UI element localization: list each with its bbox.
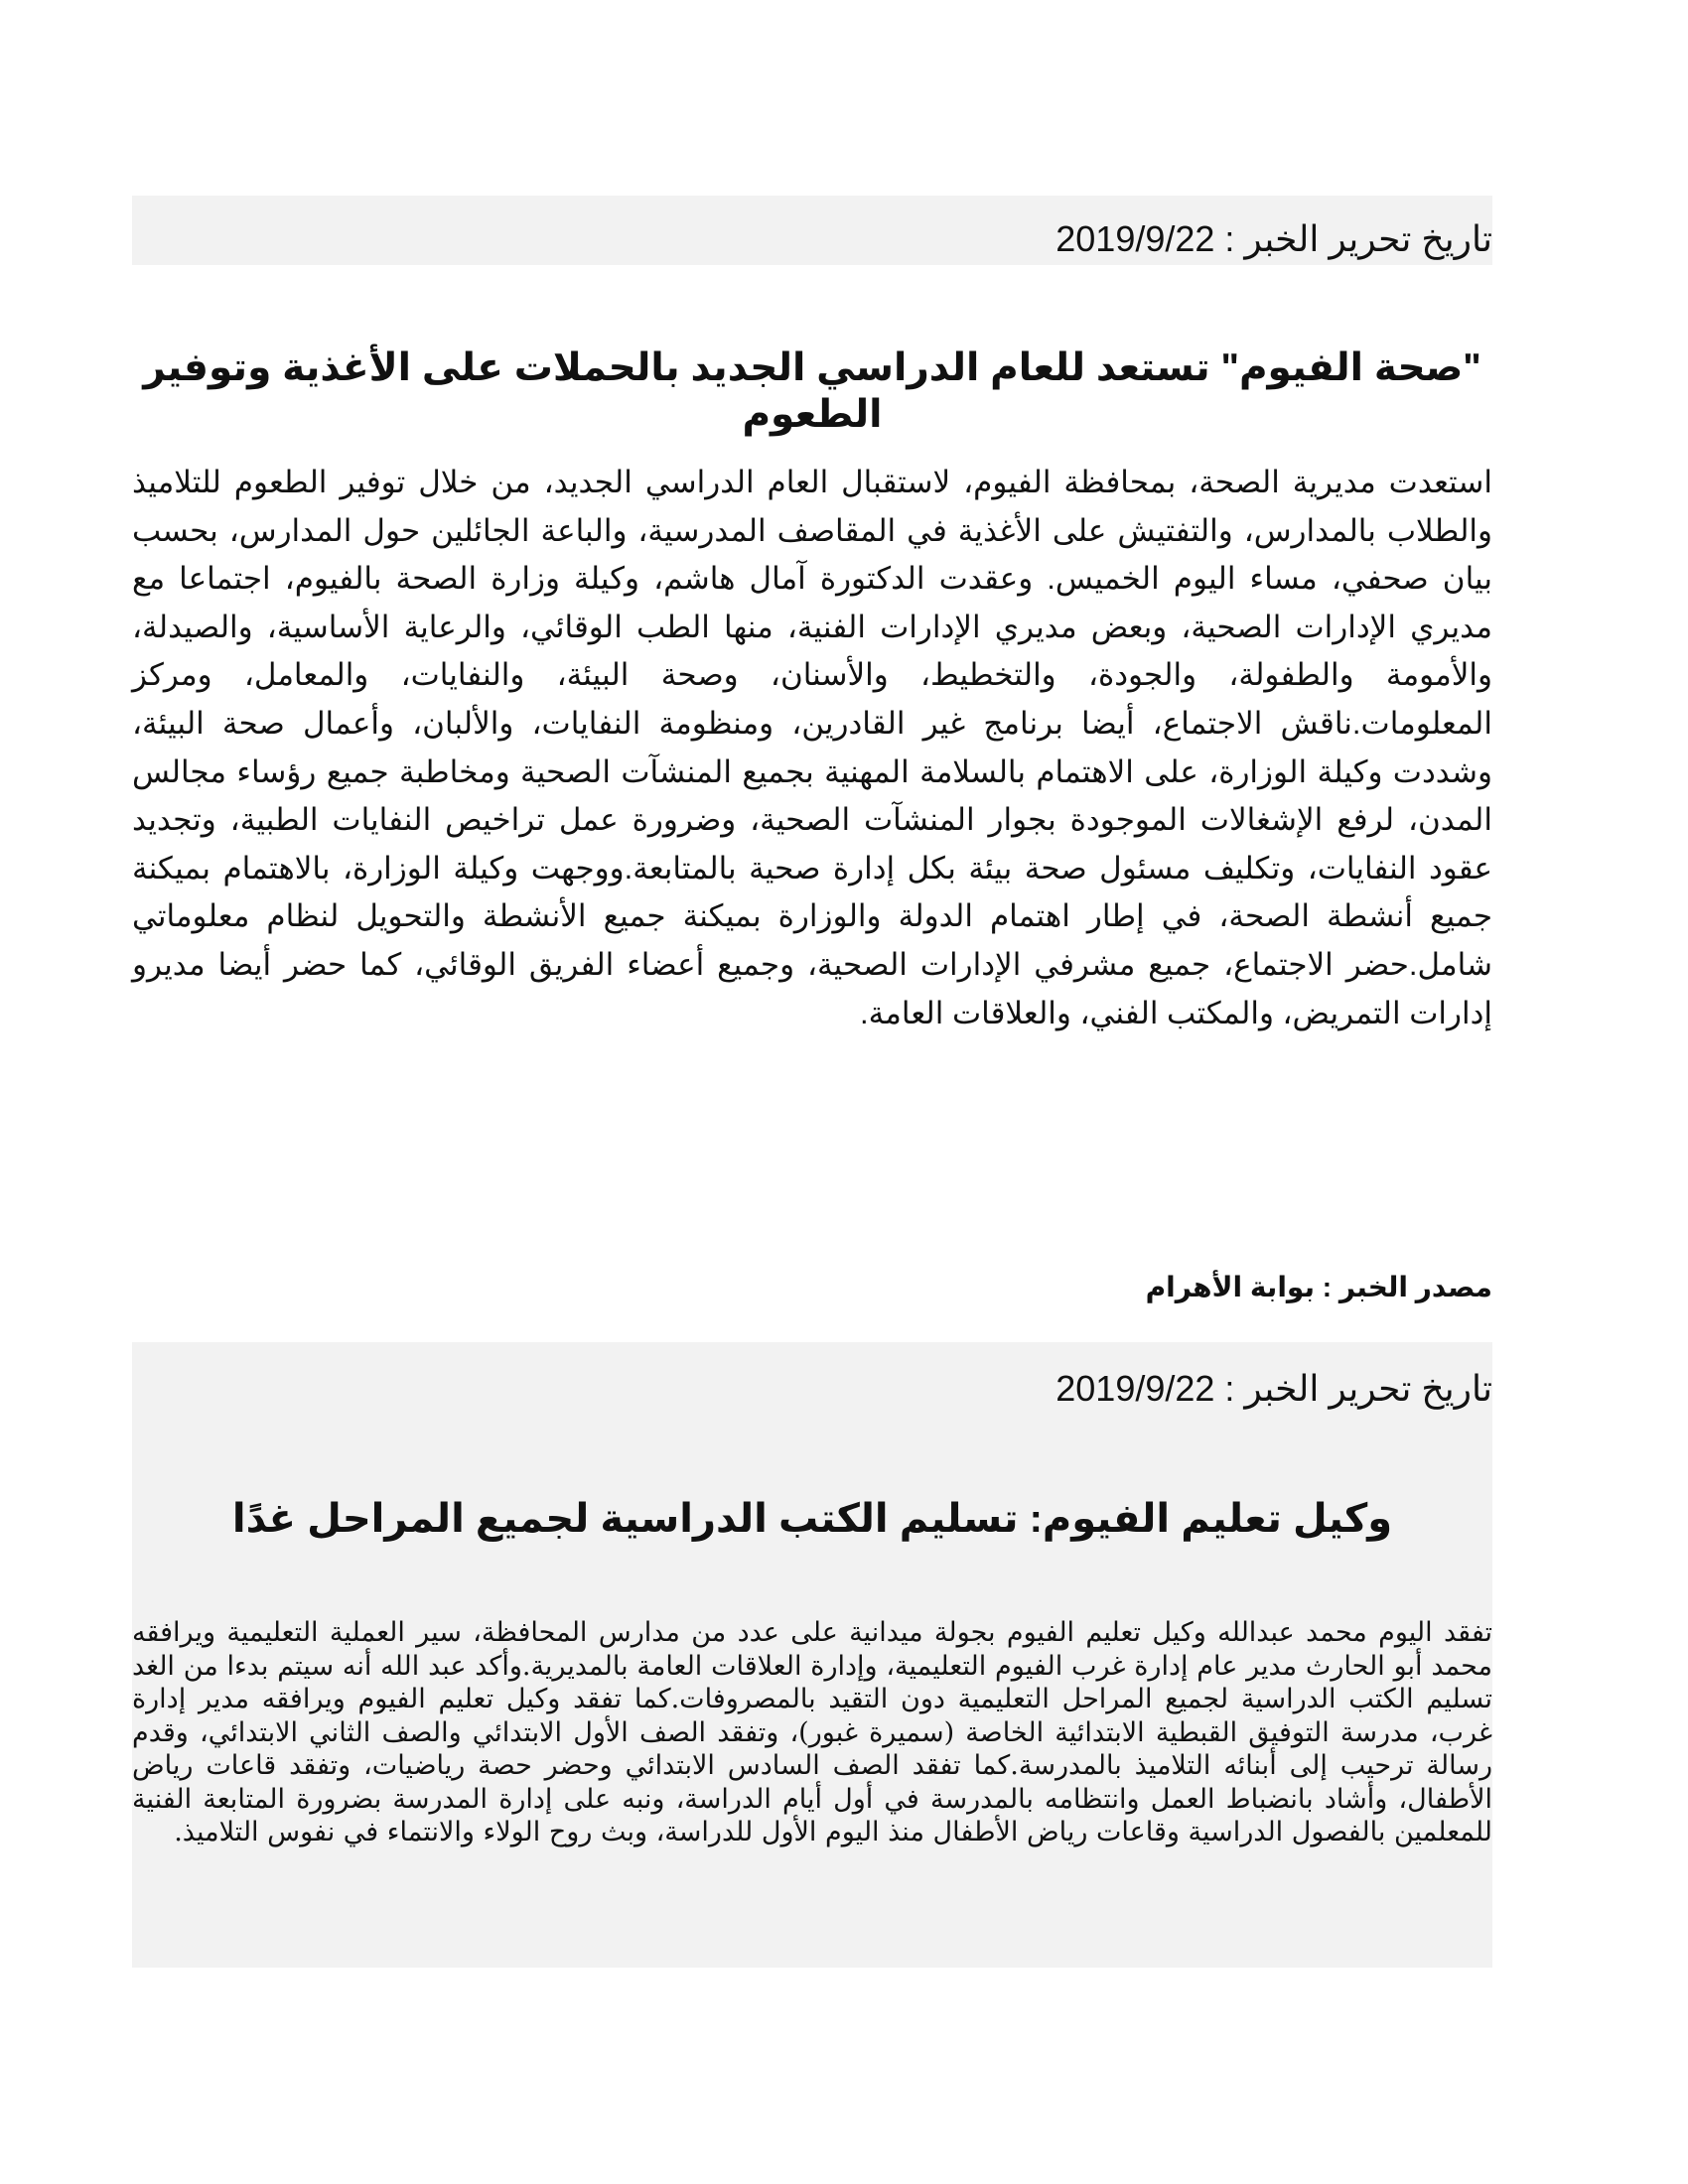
article1-date-line: تاريخ تحرير الخبر : 2019/9/22 — [132, 196, 1492, 265]
article2-date-line: تاريخ تحرير الخبر : 2019/9/22 — [1055, 1368, 1492, 1409]
article1-headline: "صحة الفيوم" تستعد للعام الدراسي الجديد بالحملات على الأغذية وتوفير الطعوم — [143, 346, 1481, 436]
article2-headline: وكيل تعليم الفيوم: تسليم الكتب الدراسية لجميع المراحل غدًا — [231, 1497, 1393, 1541]
article1-source-line: مصدر الخبر : بوابة الأهرام — [1145, 1272, 1492, 1302]
article2-body: تفقد اليوم محمد عبدالله وكيل تعليم الفيوم بجولة ميدانية على عدد من مدارس المحافظة، سير العملية التعليمية ويرافقه محمد أبو الحارث مدير عام إدارة غرب الفيوم التعليمية، وإدارة العلاقات العامة بالمديرية.وأكد عبد الله أنه سيتم بدءا من الغد تسليم الكتب الدراسية لجميع المراحل التعليمية دون التقيد بالمصروفات.كما تفقد وكيل تعليم الفيوم ويرافقه مدير إدارة غرب، مدرسة التوفيق القبطية الابتدائية الخاصة (سميرة غبور)، وتفقد الصف الأول الابتدائي والصف الثاني الابتدائي، وقدم رسالة ترحيب إلى أبنائه التلاميذ بالمدرسة.كما تفقد الصف السادس الابتدائي وحضر حصة رياضيات، وتفقد قاعات رياض الأطفال، وأشاد بانضباط العمل وانتظامه بالمدرسة في أول أيام الدراسة، ونبه على إدارة المدرسة بضرورة المتابعة الفنية للمعلمين بالفصول الدراسية وقاعات رياض الأطفال منذ اليوم الأول للدراسة، وبث روح الولاء والانتماء في نفوس التلاميذ. — [132, 1617, 1492, 1847]
article1-body: استعدت مديرية الصحة، بمحافظة الفيوم، لاستقبال العام الدراسي الجديد، من خلال توفير الطعوم للتلاميذ والطلاب بالمدارس، والتفتيش على الأغذية في المقاصف المدرسية، والباعة الجائلين حول المدارس، بحسب بيان صحفي، مساء اليوم الخميس. وعقدت الدكتورة آمال هاشم، وكيلة وزارة الصحة بالفيوم، اجتماعا مع مديري الإدارات الصحية، وبعض مديري الإدارات الفنية، منها الطب الوقائي، والرعاية الأساسية، والصيدلة، والأمومة والطفولة، والجودة، والتخطيط، والأسنان، وصحة البيئة، والنفايات، والمعامل، ومركز المعلومات.ناقش الاجتماع، أيضا برنامج غير القادرين، ومنظومة النفايات، والألبان، وأعمال صحة البيئة، وشددت وكيلة الوزارة، على الاهتمام بالسلامة المهنية بجميع المنشآت الصحية ومخاطبة جميع رؤساء مجالس المدن، لرفع الإشغالات الموجودة بجوار المنشآت الصحية، وضرورة عمل تراخيص النفايات الطبية، وتجديد عقود النفايات، وتكليف مسئول صحة بيئة بكل إدارة صحية بالمتابعة.ووجهت وكيلة الوزارة، بالاهتمام بميكنة جميع أنشطة الصحة، في إطار اهتمام الدولة والوزارة بميكنة جميع الأنشطة والتحويل لنظام معلوماتي شامل.حضر الاجتماع، جميع مشرفي الإدارات الصحية، وجميع أعضاء الفريق الوقائي، كما حضر أيضا مديرو إدارات التمريض، والمكتب الفني، والعلاقات العامة. — [132, 465, 1492, 1030]
